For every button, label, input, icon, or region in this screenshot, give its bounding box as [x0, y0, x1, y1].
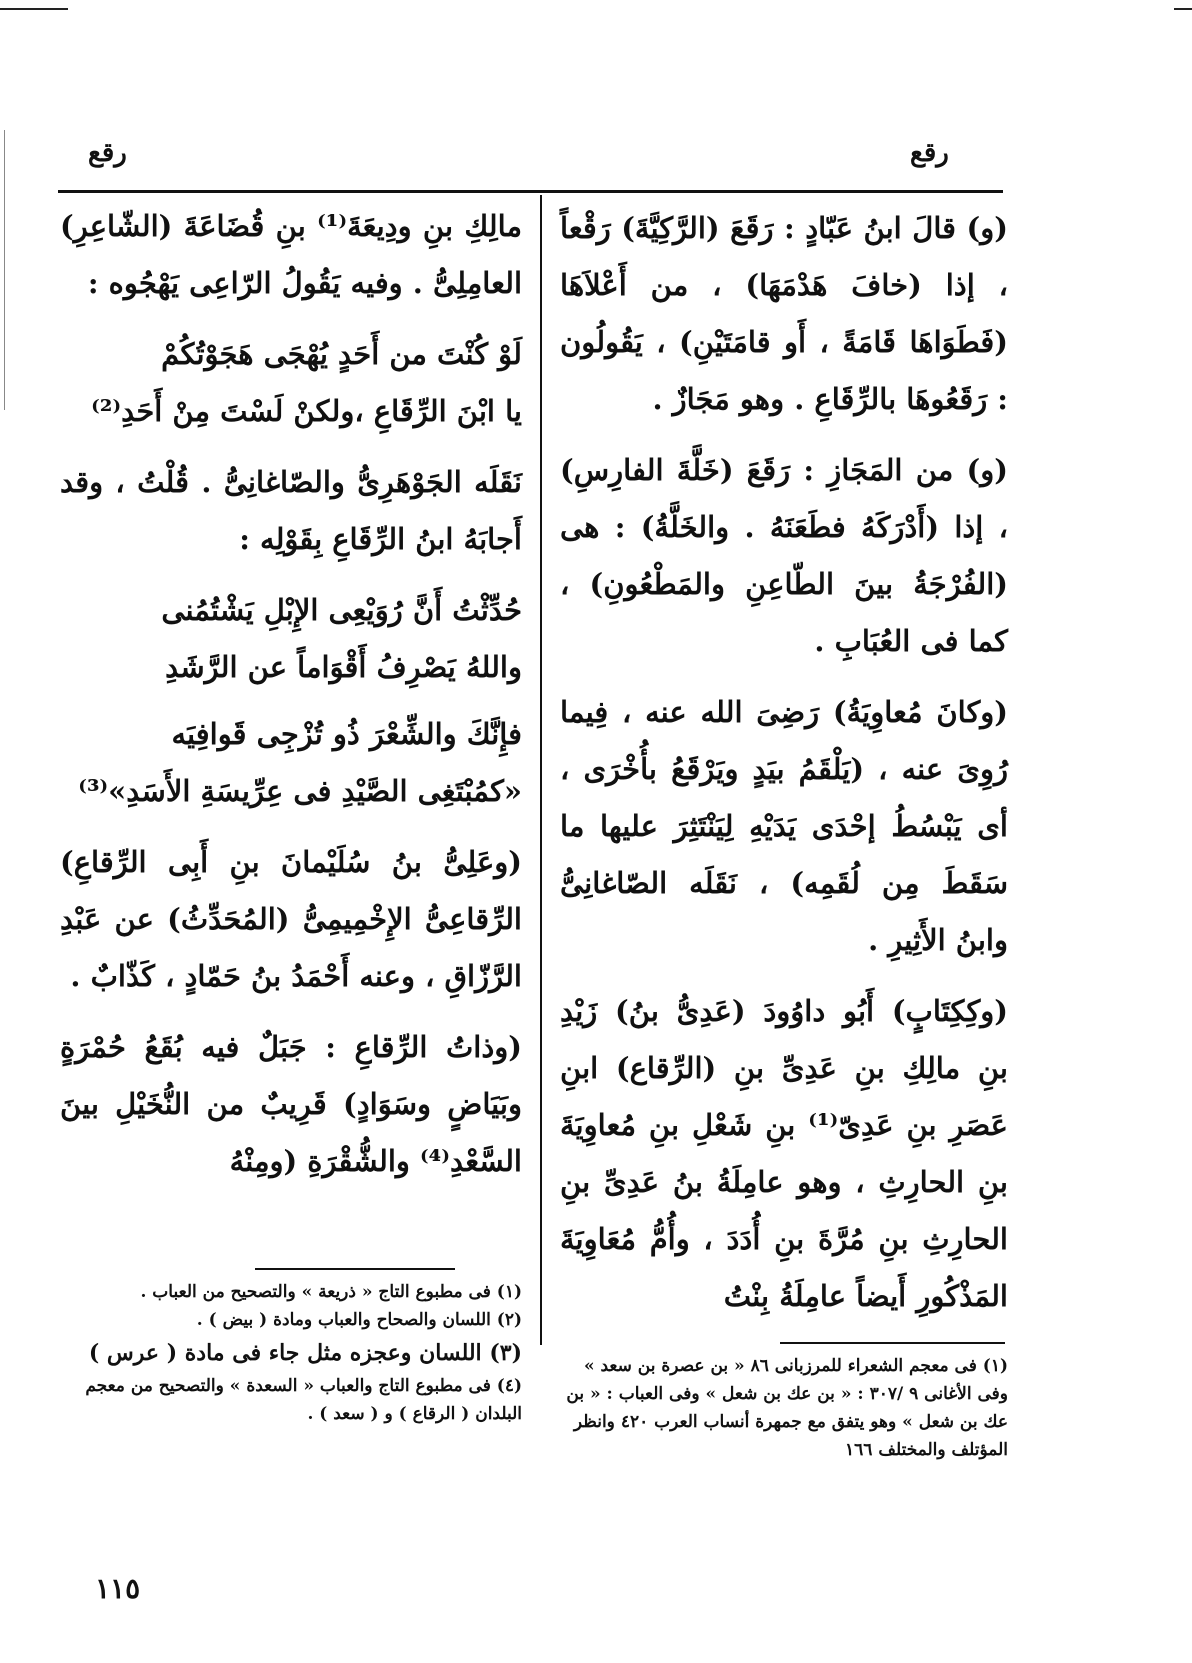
- paragraph: (وعَلِىُّ بنُ سُلَيْمانَ بنِ أَبِى الرِّقاعِ) الرِّقاعِىُّ الإِخْمِيمِىُّ (المُحَدِّثُ) عن عَبْدِ الرَّزّاقِ ، وعنه أَحْمَدُ بنُ حَمّادٍ ، كَذّابٌ .: [60, 845, 522, 993]
- verse-hemistich: واللهُ يَصْرِفُ أَقْوَاماً عن الرَّشَدِ: [165, 650, 522, 684]
- paragraph: (و) قالَ ابنُ عَبّادٍ : رَقَعَ (الرَّكِيَّةَ) رَقْعاً ، إذا (خافَ هَدْمَهَا) ، من أَعْلاَهَا (فَطَوَاهَا قَامَةً ، أَو قامَتَيْنِ) ، يَقُولُون : رَقَعُوهَا بالرِّقَاعِ . وهو مَجَازٌ .: [560, 211, 1008, 416]
- verse: [60, 706, 522, 820]
- footnotes-left: [60, 1278, 522, 1428]
- paragraph: (وكِكِتَابٍ) أَبُو داوُودَ (عَدِىُّ بنُ) زَيْدِ بنِ مالِكِ بنِ عَدِىِّ بنِ (الرِّقاع) ابنِ عَصَرِ بنِ عَدِىّ⁽¹⁾ بنِ شَعْلِ بنِ مُعاوِيَةَ بنِ الحارِثِ ، وهو عامِلَةُ بنُ عَدِىِّ بنِ الحارِثِ بنِ مُرَّةَ بنِ أُدَدَ ، وأُمُّ مُعَاوِيَةَ المَذْكُورِ أَيضاً عامِلَةُ بِنْتُ: [560, 994, 1008, 1313]
- scan-edge-mark: [1174, 8, 1192, 10]
- verse: [60, 326, 522, 440]
- running-header-right: رقع: [910, 138, 949, 168]
- verse: [60, 582, 522, 696]
- running-header-left: رقع: [88, 138, 127, 168]
- scan-edge-mark: [4, 130, 5, 410]
- header-rule: [58, 190, 1003, 193]
- verse-hemistich: حُدِّثْتُ أَنَّ رُوَيْعِى الإِبْلِ يَشْتُمُنى: [161, 593, 522, 627]
- paragraph: نَقَلَه الجَوْهَرِىُّ والصّاغانِىُّ . قُلْتُ ، وقد أَجابَهُ ابنُ الرِّقَاعِ بِقَوْلِه :: [60, 465, 522, 556]
- footnote: (٢) اللسان والصحاح والعباب ومادة ( بيض ) .: [196, 1310, 522, 1330]
- footnote: (٣) اللسان وعجزه مثل جاء فى مادة ( عرس ): [88, 1340, 522, 1366]
- verse-hemistich: لَوْ كُنْتَ من أَحَدٍ يُهْجَى هَجَوْتُكُمْ: [161, 337, 522, 371]
- verse-hemistich: «كمُبْتَغِى الصَّيْدِ فى عِرِّيسَةِ الأَسَدِ»⁽³⁾: [78, 774, 522, 808]
- column-divider: [540, 195, 542, 1345]
- footnote-rule: [780, 1342, 1005, 1344]
- verse-hemistich: فإِنَّكَ والشِّعْرَ ذُو تُزْجِى قَوافِيَه: [171, 717, 522, 751]
- left-column: [60, 198, 522, 1190]
- paragraph: (وذاتُ الرِّقاعِ : جَبَلٌ فيه بُقَعُ حُمْرَةٍ وبَيَاضٍ وسَوَادٍ) قَرِيبٌ من النُّخَيْلِ بينَ السَّعْدِ⁽⁴⁾ والشُّقْرَةِ (ومِنْهُ: [60, 1030, 522, 1178]
- verse-hemistich: يا ابْنَ الرِّقَاعِ ،ولكنْ لَسْتَ مِنْ أَحَدِ⁽²⁾: [91, 394, 522, 428]
- footnotes-right: [560, 1352, 1008, 1464]
- paragraph: (و) من المَجَازِ : رَقَعَ (خَلَّةَ الفارِسِ) ، إذا (أَدْرَكَهُ فطَعَنَهُ . والخَلَّةُ) : هى (الفُرْجَةُ بينَ الطّاعِنِ والمَطْعُونِ) ، كما فى العُبَابِ .: [560, 453, 1008, 658]
- page-number: ١١٥: [95, 1572, 141, 1605]
- right-column: [560, 200, 1008, 1325]
- paragraph: (وكانَ مُعاوِيَةُ) رَضِىَ الله عنه ، فِيما رُوِىَ عنه ، (يَلْقَمُ بيَدٍ ويَرْقَعُ بأُخْرَى ، أى يَبْسُطُ إحْدَى يَدَيْهِ لِيَنْتَثِرَ عليها ما سَقَطَ مِن لُقَمِه) ، نَقَلَه الصّاغانِىُّ وابنُ الأَثِيرِ .: [560, 695, 1008, 957]
- scan-edge-mark: [0, 8, 68, 10]
- footnote: (١) فى مطبوع التاج « ذريعة » والتصحيح من العباب .: [140, 1282, 522, 1302]
- footnote-rule: [255, 1268, 455, 1270]
- footnote: (٤) فى مطبوع التاج والعباب « السعدة » والتصحيح من معجم البلدان ( الرقاع ) و ( سعد ) .: [85, 1376, 522, 1424]
- paragraph: مالِكِ بنِ ودِيعَةَ⁽¹⁾ بنِ قُضَاعَةَ (الشّاعِرِ) العامِلِىُّ . وفيه يَقُولُ الرّاعِى يَهْجُوه :: [60, 209, 522, 300]
- footnote: (١) فى معجم الشعراء للمرزبانى ٨٦ « بن عصرة بن سعد » وفى الأغانى ٩ /٣٠٧ : « بن عك بن شعل » وفى العباب : « بن عك بن شعل » وهو يتفق مع جمهرة أنساب العرب ٤٢٠ وانظر المؤتلف والمختلف ١٦٦: [566, 1356, 1008, 1460]
